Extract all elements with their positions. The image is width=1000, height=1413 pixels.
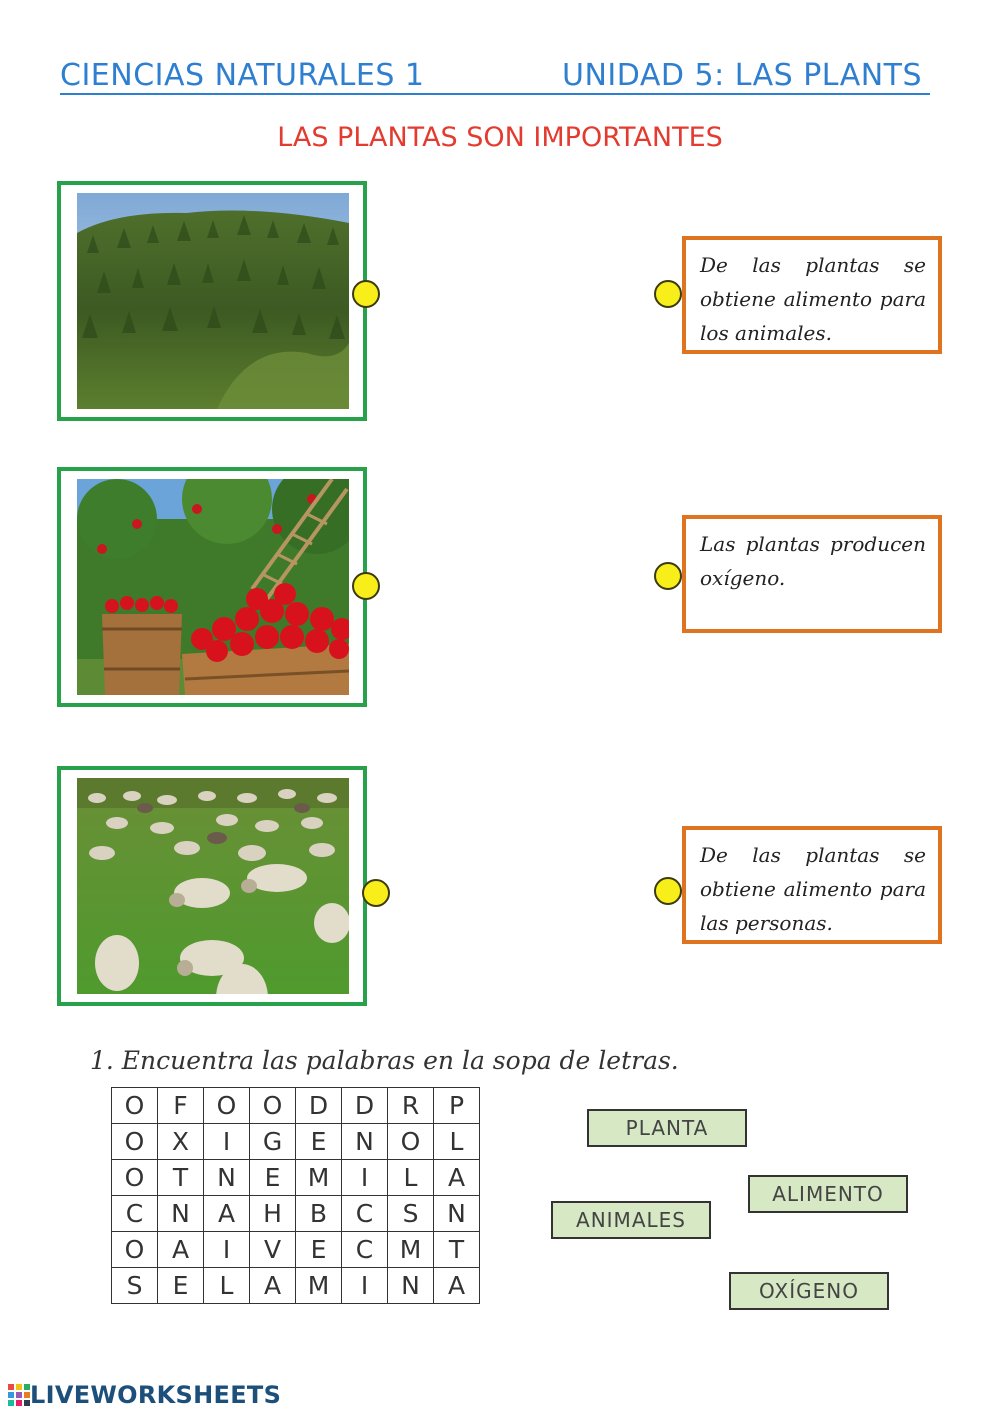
grid-cell[interactable]: O	[112, 1088, 158, 1124]
grid-cell[interactable]: O	[112, 1160, 158, 1196]
grid-cell[interactable]: C	[112, 1196, 158, 1232]
grid-cell[interactable]: T	[158, 1160, 204, 1196]
grid-cell[interactable]: B	[296, 1196, 342, 1232]
footer-logo	[8, 1380, 281, 1410]
grid-cell[interactable]: S	[388, 1196, 434, 1232]
grid-cell[interactable]: N	[204, 1160, 250, 1196]
grid-row	[112, 1124, 480, 1160]
match-dot-forest[interactable]	[352, 280, 380, 308]
match-dot-card-1[interactable]	[654, 280, 682, 308]
grid-cell[interactable]: A	[434, 1160, 480, 1196]
answer-card-oxygen: Las plantas producen oxígeno.	[682, 515, 942, 633]
match-dot-apples[interactable]	[352, 572, 380, 600]
grid-cell[interactable]: M	[296, 1268, 342, 1304]
grid-cell[interactable]: T	[434, 1232, 480, 1268]
photo-frame-forest	[57, 181, 367, 421]
grid-cell[interactable]: I	[342, 1268, 388, 1304]
grid-cell[interactable]: I	[204, 1124, 250, 1160]
header-divider	[60, 93, 930, 95]
answer-card-human-food: De las plantas se obtiene alimento para las personas.	[682, 826, 942, 944]
liveworksheets-logo-icon	[8, 1384, 30, 1406]
grid-row	[112, 1196, 480, 1232]
grid-cell[interactable]: C	[342, 1232, 388, 1268]
photo-frame-sheep	[57, 766, 367, 1006]
grid-cell[interactable]: L	[434, 1124, 480, 1160]
grid-cell[interactable]: O	[204, 1088, 250, 1124]
grid-cell[interactable]: E	[158, 1268, 204, 1304]
grid-row	[112, 1160, 480, 1196]
grid-cell[interactable]: O	[112, 1232, 158, 1268]
match-dot-card-2[interactable]	[654, 562, 682, 590]
grid-cell[interactable]: R	[388, 1088, 434, 1124]
grid-cell[interactable]: M	[296, 1160, 342, 1196]
grid-cell[interactable]: I	[204, 1232, 250, 1268]
grid-row	[112, 1268, 480, 1304]
match-dot-card-3[interactable]	[654, 877, 682, 905]
grid-row	[112, 1088, 480, 1124]
grid-cell[interactable]: N	[158, 1196, 204, 1232]
word-chip-animales[interactable]: ANIMALES	[551, 1201, 711, 1239]
header-subject: CIENCIAS NATURALES 1	[60, 58, 425, 93]
answer-card-animal-food: De las plantas se obtiene alimento para los animales.	[682, 236, 942, 354]
grid-cell[interactable]: I	[342, 1160, 388, 1196]
grid-cell[interactable]: L	[204, 1268, 250, 1304]
grid-row	[112, 1232, 480, 1268]
grid-cell[interactable]: A	[158, 1232, 204, 1268]
footer-brand: LIVEWORKSHEETS	[30, 1381, 282, 1409]
grid-cell[interactable]: P	[434, 1088, 480, 1124]
instruction-text: 1. Encuentra las palabras en la sopa de letras.	[90, 1046, 679, 1075]
grid-cell[interactable]: O	[388, 1124, 434, 1160]
grid-cell[interactable]: N	[434, 1196, 480, 1232]
grid-cell[interactable]: A	[434, 1268, 480, 1304]
grid-cell[interactable]: N	[388, 1268, 434, 1304]
grid-cell[interactable]: E	[296, 1124, 342, 1160]
photo-frame-apples	[57, 467, 367, 707]
grid-cell[interactable]: G	[250, 1124, 296, 1160]
grid-cell[interactable]: E	[250, 1160, 296, 1196]
grid-cell[interactable]: E	[296, 1232, 342, 1268]
grid-cell[interactable]: H	[250, 1196, 296, 1232]
grid-cell[interactable]: S	[112, 1268, 158, 1304]
grid-cell[interactable]: O	[250, 1088, 296, 1124]
forest-photo	[77, 193, 349, 409]
grid-cell[interactable]: N	[342, 1124, 388, 1160]
word-chip-alimento[interactable]: ALIMENTO	[748, 1175, 908, 1213]
grid-cell[interactable]: O	[112, 1124, 158, 1160]
apple-orchard-photo	[77, 479, 349, 695]
grid-cell[interactable]: V	[250, 1232, 296, 1268]
header-unit: UNIDAD 5: LAS PLANTS	[562, 58, 923, 93]
word-chip-planta[interactable]: PLANTA	[587, 1109, 747, 1147]
grid-cell[interactable]: F	[158, 1088, 204, 1124]
word-chip-oxigeno[interactable]: OXÍGENO	[729, 1272, 889, 1310]
match-dot-sheep[interactable]	[362, 879, 390, 907]
grid-cell[interactable]: X	[158, 1124, 204, 1160]
grazing-sheep-photo	[77, 778, 349, 994]
grid-cell[interactable]: L	[388, 1160, 434, 1196]
grid-cell[interactable]: A	[250, 1268, 296, 1304]
page-title: LAS PLANTAS SON IMPORTANTES	[277, 122, 723, 153]
grid-cell[interactable]: D	[342, 1088, 388, 1124]
grid-cell[interactable]: D	[296, 1088, 342, 1124]
grid-cell[interactable]: M	[388, 1232, 434, 1268]
word-search-grid	[111, 1087, 480, 1304]
grid-cell[interactable]: A	[204, 1196, 250, 1232]
grid-cell[interactable]: C	[342, 1196, 388, 1232]
